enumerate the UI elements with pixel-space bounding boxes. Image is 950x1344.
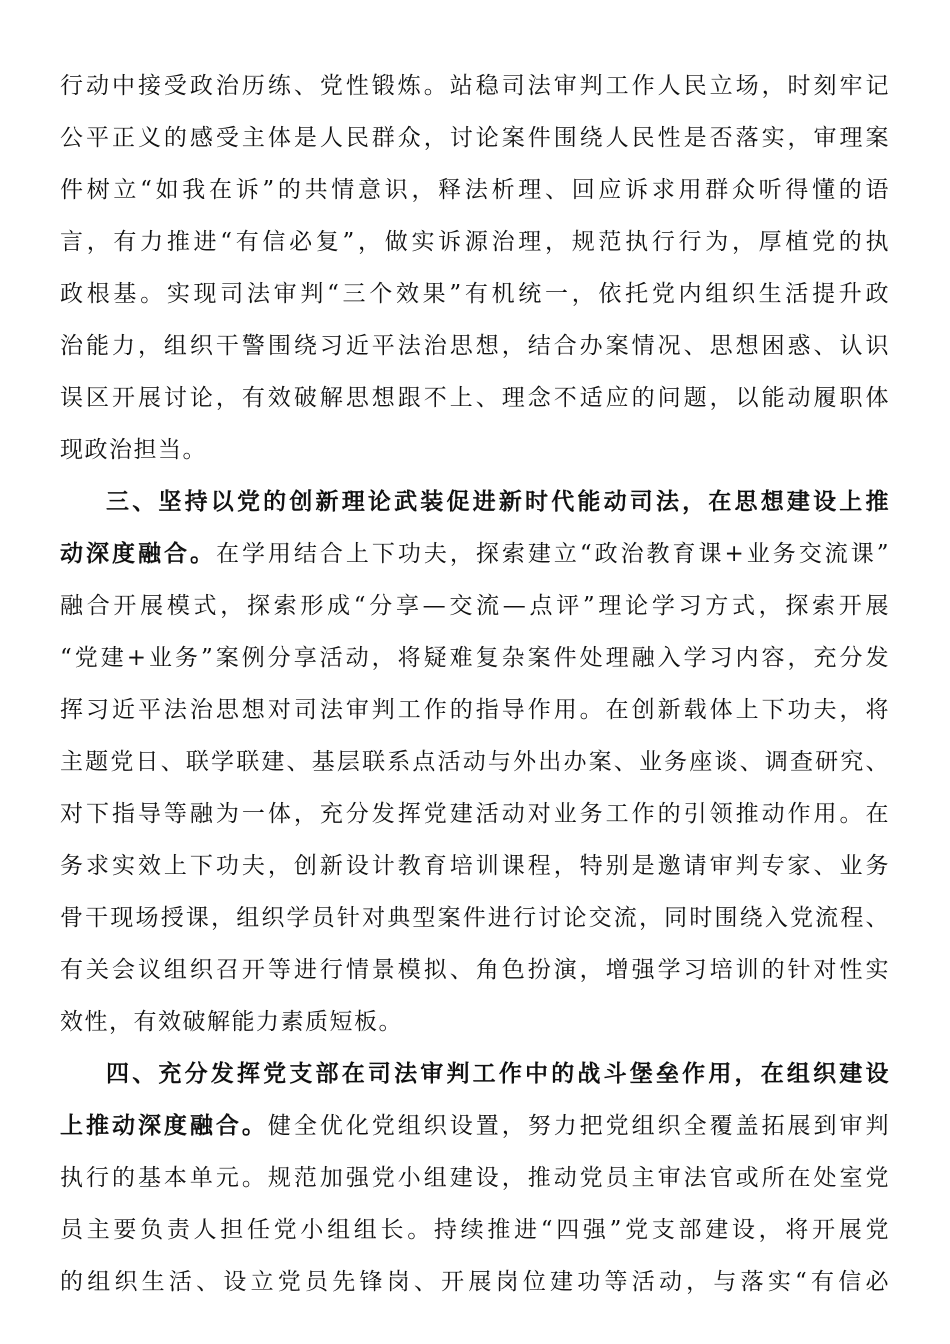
body-text: 行动中接受政治历练、党性锻炼。站稳司法审判工作人民立场，时刻牢记 (60, 73, 890, 99)
heading-text: 动深度融合。 (60, 541, 216, 567)
body-text: 效性，有效破解能力素质短板。 (60, 1009, 403, 1035)
text-line (60, 840, 890, 892)
body-text: 公平正义的感受主体是人民群众，讨论案件围绕人民性是否落实，审理案 (60, 125, 890, 151)
text-line (60, 1048, 890, 1100)
heading-text: 上推动深度融合。 (60, 1113, 268, 1139)
body-text: 的组织生活、设立党员先锋岗、开展岗位建功等活动，与落实“有信必 (60, 1269, 890, 1295)
heading-text: 四、充分发挥党支部在司法审判工作中的战斗堡垒作用，在组织建设 (106, 1061, 890, 1087)
text-line (60, 216, 890, 268)
paragraph-section-three (60, 476, 890, 1048)
body-text: 骨干现场授课，组织学员针对典型案件进行讨论交流，同时围绕入党流程、 (60, 905, 890, 931)
body-text: 务求实效上下功夫，创新设计教育培训课程，特别是邀请审判专家、业务 (60, 853, 890, 879)
text-line (60, 580, 890, 632)
body-text: 件树立“如我在诉”的共情意识，释法析理、回应诉求用群众听得懂的语 (60, 177, 890, 203)
body-text: 言，有力推进“有信必复”，做实诉源治理，规范执行行为，厚植党的执 (60, 229, 890, 255)
body-text: 员主要负责人担任党小组组长。持续推进“四强”党支部建设，将开展党 (60, 1217, 890, 1243)
text-line (60, 528, 890, 580)
text-line (60, 164, 890, 216)
text-line (60, 996, 890, 1048)
heading-text: 三、坚持以党的创新理论武装促进新时代能动司法，在思想建设上推 (106, 489, 890, 515)
body-text: 执行的基本单元。规范加强党小组建设，推动党员主审法官或所在处室党 (60, 1165, 890, 1191)
text-line (60, 476, 890, 528)
body-text: “党建+业务”案例分享活动，将疑难复杂案件处理融入学习内容，充分发 (60, 645, 890, 671)
body-text: 有关会议组织召开等进行情景模拟、角色扮演，增强学习培训的针对性实 (60, 957, 890, 983)
text-line (60, 268, 890, 320)
text-line (60, 320, 890, 372)
text-line (60, 424, 890, 476)
text-line (60, 1152, 890, 1204)
body-text: 现政治担当。 (60, 437, 207, 463)
body-text: 在学用结合上下功夫，探索建立“政治教育课+业务交流课” (215, 541, 890, 567)
text-line (60, 372, 890, 424)
text-line (60, 112, 890, 164)
text-line (60, 684, 890, 736)
body-text: 挥习近平法治思想对司法审判工作的指导作用。在创新载体上下功夫，将 (60, 697, 890, 723)
body-text: 治能力，组织干警围绕习近平法治思想，结合办案情况、思想困惑、认识 (60, 333, 890, 359)
body-text: 误区开展讨论，有效破解思想跟不上、理念不适应的问题，以能动履职体 (60, 385, 890, 411)
body-text: 主题党日、联学联建、基层联系点活动与外出办案、业务座谈、调查研究、 (60, 749, 890, 775)
text-line (60, 736, 890, 788)
text-line (60, 788, 890, 840)
body-text: 政根基。实现司法审判“三个效果”有机统一，依托党内组织生活提升政 (60, 281, 890, 307)
text-line (60, 1256, 890, 1308)
text-line (60, 632, 890, 684)
text-line (60, 60, 890, 112)
text-line (60, 1204, 890, 1256)
text-line (60, 892, 890, 944)
body-text: 融合开展模式，探索形成“分享—交流—点评”理论学习方式，探索开展 (60, 593, 890, 619)
text-line (60, 1100, 890, 1152)
paragraph-section-four (60, 1048, 890, 1308)
text-line (60, 944, 890, 996)
body-text: 对下指导等融为一体，充分发挥党建活动对业务工作的引领推动作用。在 (60, 801, 890, 827)
paragraph-political-stance (60, 60, 890, 476)
body-text: 健全优化党组织设置，努力把党组织全覆盖拓展到审判 (267, 1113, 890, 1139)
